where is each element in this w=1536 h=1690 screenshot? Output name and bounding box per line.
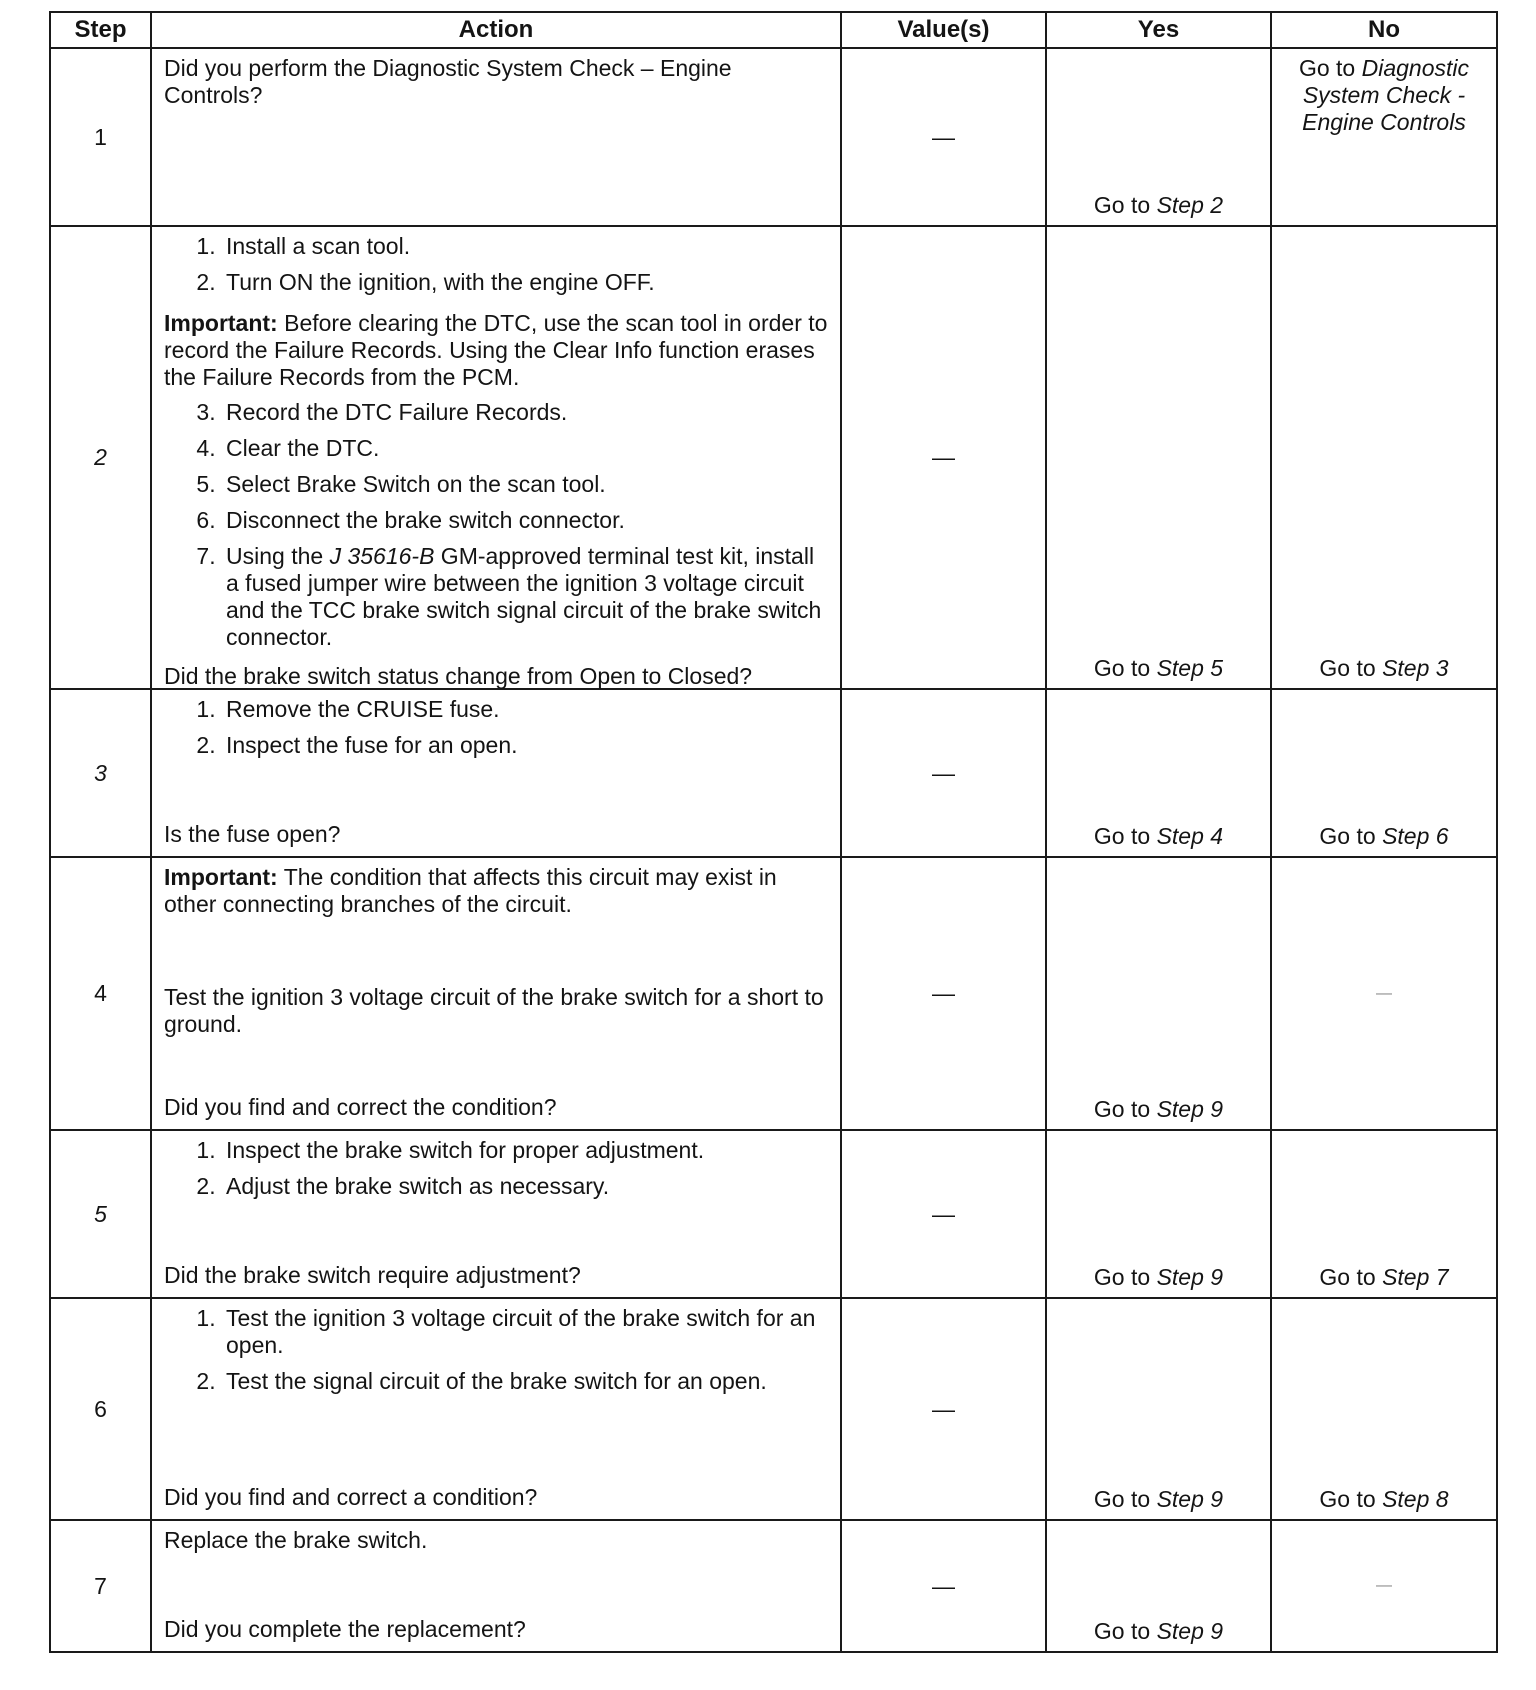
question-text: Did the brake switch status change from Open to Closed? <box>164 663 753 689</box>
yes-cell <box>1046 857 1271 1130</box>
diagnostic-table <box>49 11 1498 1653</box>
important-note: Important: The condition that affects this circuit may exist in other connecting branches of the circuit. <box>164 864 777 917</box>
table-row <box>50 1130 1497 1298</box>
action-cell <box>151 857 841 1130</box>
action-cell <box>151 689 841 857</box>
list-item: 3. Record the DTC Failure Records. <box>222 399 828 426</box>
action-cell <box>151 1298 841 1520</box>
action-text: Test the ignition 3 voltage circuit of the brake switch for a short to ground. <box>164 984 824 1037</box>
list-item: 4. Clear the DTC. <box>222 435 828 462</box>
no-goto[interactable]: Go to Step 8 <box>1319 1486 1449 1512</box>
list-item: 1. Test the ignition 3 voltage circuit of the brake switch for an open. <box>222 1305 828 1359</box>
no-value: — <box>1376 984 1392 1002</box>
step-list <box>164 1137 828 1206</box>
yes-goto[interactable]: Go to Step 9 <box>1093 1618 1224 1644</box>
header-action: Action <box>151 12 841 48</box>
value-cell: — <box>841 226 1046 689</box>
table-row <box>50 226 1497 689</box>
list-item: 7. Using the J 35616-B GM-approved terminal test kit, install a fused jumper wire between the ignition 3 voltage circuit and the TCC brake switch signal circuit of the brake switch connector. <box>222 543 828 651</box>
step-number: 3 <box>50 689 151 857</box>
question-text: Is the fuse open? <box>164 821 341 847</box>
step-list <box>164 1305 828 1401</box>
question-text: Did you complete the replacement? <box>164 1616 526 1642</box>
yes-goto[interactable]: Go to Step 9 <box>1093 1486 1224 1512</box>
step-number: 6 <box>50 1298 151 1520</box>
header-no: No <box>1271 12 1497 48</box>
yes-cell <box>1046 48 1271 226</box>
header-yes: Yes <box>1046 12 1271 48</box>
table-row <box>50 1298 1497 1520</box>
no-cell <box>1271 1520 1497 1652</box>
list-item: 2. Adjust the brake switch as necessary. <box>222 1173 828 1200</box>
step-number: 2 <box>50 226 151 689</box>
value-cell: — <box>841 48 1046 226</box>
header-values: Value(s) <box>841 12 1046 48</box>
question-text: Did you find and correct a condition? <box>164 1484 538 1510</box>
list-item: 2. Turn ON the ignition, with the engine OFF. <box>222 269 828 296</box>
list-item: 2. Inspect the fuse for an open. <box>222 732 828 759</box>
yes-cell <box>1046 1520 1271 1652</box>
no-goto[interactable]: Go to Step 7 <box>1319 1264 1449 1290</box>
question-text: Did the brake switch require adjustment? <box>164 1262 581 1288</box>
no-value: — <box>1376 1577 1392 1594</box>
action-cell <box>151 226 841 689</box>
no-cell <box>1271 226 1497 689</box>
step-number: 7 <box>50 1520 151 1652</box>
list-item: 2. Test the signal circuit of the brake switch for an open. <box>222 1368 828 1395</box>
no-cell <box>1271 48 1497 226</box>
list-item: 1. Remove the CRUISE fuse. <box>222 696 828 723</box>
yes-goto[interactable]: Go to Step 4 <box>1093 823 1224 849</box>
step-list <box>164 399 828 657</box>
step-number: 4 <box>50 857 151 1130</box>
table-row <box>50 48 1497 226</box>
yes-cell <box>1046 1130 1271 1298</box>
no-cell <box>1271 857 1497 1130</box>
yes-goto[interactable]: Go to Step 9 <box>1093 1096 1224 1122</box>
yes-cell <box>1046 689 1271 857</box>
list-item: 1. Inspect the brake switch for proper adjustment. <box>222 1137 828 1164</box>
yes-cell <box>1046 226 1271 689</box>
table-row <box>50 857 1497 1130</box>
value-cell: — <box>841 1520 1046 1652</box>
no-cell <box>1271 1130 1497 1298</box>
list-item: 1. Install a scan tool. <box>222 233 828 260</box>
important-note: Important: Before clearing the DTC, use the scan tool in order to record the Failure Records. Using the Clear Info function erases the Failure Records from the PCM. <box>164 310 828 390</box>
step-number: 5 <box>50 1130 151 1298</box>
yes-goto[interactable]: Go to Step 2 <box>1093 192 1224 218</box>
no-goto[interactable]: Go to Diagnostic System Check - Engine Controls <box>1298 55 1470 135</box>
header-step: Step <box>50 12 151 48</box>
action-text: Did you perform the Diagnostic System Check – Engine Controls? <box>164 55 732 108</box>
value-cell: — <box>841 1130 1046 1298</box>
table-row <box>50 689 1497 857</box>
action-cell <box>151 48 841 226</box>
list-item: 6. Disconnect the brake switch connector. <box>222 507 828 534</box>
value-cell: — <box>841 857 1046 1130</box>
value-cell: — <box>841 689 1046 857</box>
step-number: 1 <box>50 48 151 226</box>
yes-cell <box>1046 1298 1271 1520</box>
list-item: 5. Select Brake Switch on the scan tool. <box>222 471 828 498</box>
no-cell <box>1271 1298 1497 1520</box>
question-text: Did you find and correct the condition? <box>164 1094 557 1120</box>
no-cell <box>1271 689 1497 857</box>
value-cell: — <box>841 1298 1046 1520</box>
yes-goto[interactable]: Go to Step 5 <box>1093 655 1224 681</box>
action-text: Replace the brake switch. <box>164 1527 428 1553</box>
no-goto[interactable]: Go to Step 6 <box>1319 823 1449 849</box>
action-cell <box>151 1130 841 1298</box>
table-row <box>50 1520 1497 1652</box>
action-cell <box>151 1520 841 1652</box>
no-goto[interactable]: Go to Step 3 <box>1319 655 1449 681</box>
header-row <box>50 12 1497 48</box>
step-list <box>164 696 828 765</box>
step-list <box>164 233 828 302</box>
yes-goto[interactable]: Go to Step 9 <box>1093 1264 1224 1290</box>
